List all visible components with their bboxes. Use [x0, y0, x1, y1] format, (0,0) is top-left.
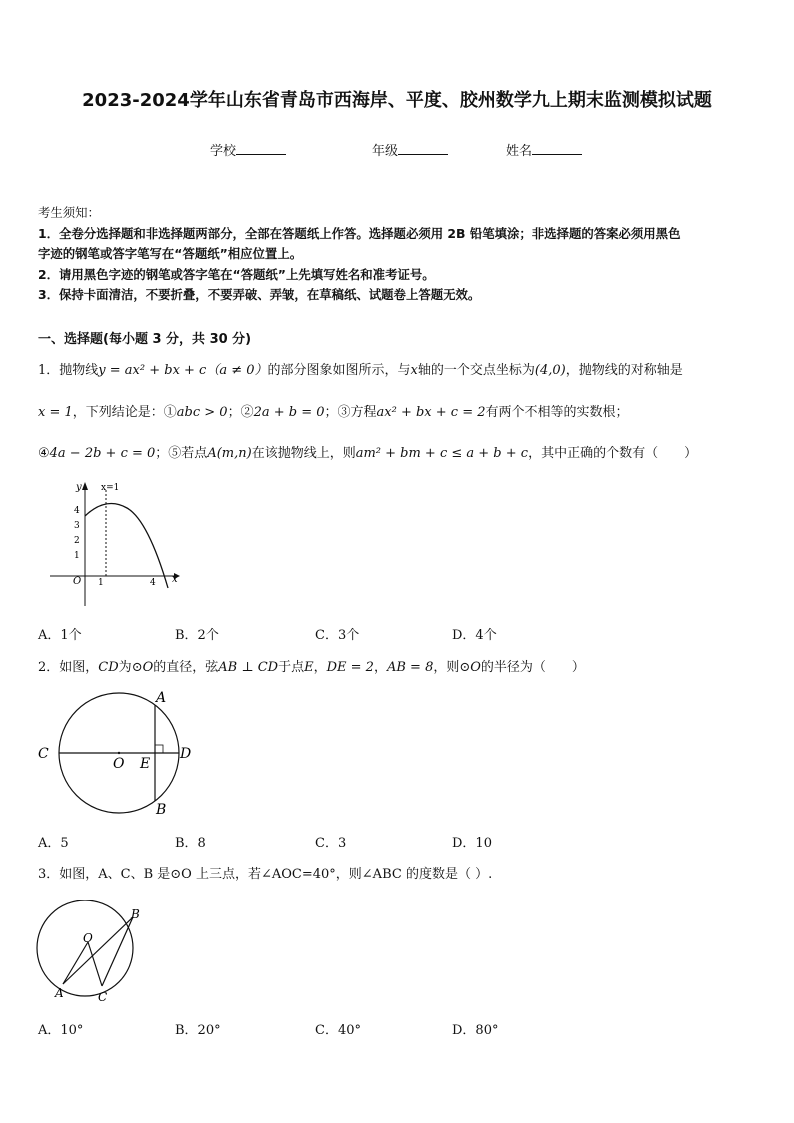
- label-o: O: [113, 756, 125, 772]
- name-label: 姓名: [506, 144, 533, 159]
- y-label: y: [76, 482, 82, 493]
- q2-text: ，: [373, 660, 387, 675]
- q1-option-c[interactable]: C．3个: [315, 628, 360, 643]
- ytick-4: 4: [74, 506, 80, 516]
- q1-option-a[interactable]: A．1个: [38, 628, 82, 643]
- q2-text: 如图，: [59, 660, 99, 675]
- q2-circle-figure: [36, 686, 206, 822]
- q2-number: 2．: [38, 660, 60, 675]
- ytick-1: 1: [74, 551, 80, 561]
- q2-cd: CD: [98, 660, 119, 675]
- ytick-3: 3: [74, 521, 80, 531]
- q2-option-c[interactable]: C．3: [315, 836, 347, 851]
- q2-text: ，: [313, 660, 327, 675]
- label-a: A: [156, 690, 167, 706]
- q3-text: 3．如图，A、C、B 是⊙O 上三点，若∠AOC=40°，则∠ABC 的度数是（ ）.: [38, 867, 493, 882]
- label-c: C: [38, 746, 49, 762]
- q3-option-a[interactable]: A．10°: [38, 1023, 84, 1038]
- page-title: 2023-2024学年山东省青岛市西海岸、平度、胶州数学九上期末监测模拟试题: [82, 90, 712, 111]
- label-a: A: [55, 986, 64, 1000]
- label-o: O: [83, 931, 93, 945]
- q3-option-b[interactable]: B．20°: [175, 1023, 221, 1038]
- label-c: C: [98, 990, 108, 1004]
- label-d: D: [180, 746, 192, 762]
- ytick-2: 2: [74, 536, 80, 546]
- q1-c2: 2a + b = 0: [253, 405, 325, 420]
- label-b: B: [131, 907, 140, 921]
- q2-text: ，则: [433, 660, 460, 675]
- q1-parabola-figure: [44, 476, 194, 616]
- q2-ab: AB ⊥ CD: [218, 660, 279, 675]
- q1-text: ，其中正确的个数有（ ）: [528, 446, 698, 461]
- q1-x: x: [410, 363, 418, 378]
- q1-c5: A(m,n): [207, 446, 252, 461]
- q1-c4: 4a − 2b + c = 0: [49, 446, 156, 461]
- name-blank: [532, 142, 582, 155]
- q1-point: (4,0): [534, 363, 566, 378]
- section-heading: 一、选择题(每小题 3 分，共 30 分): [38, 332, 252, 347]
- q3-option-d[interactable]: D．80°: [452, 1023, 499, 1038]
- tick-4: 4: [150, 578, 156, 588]
- right-angle-mark: [155, 745, 163, 753]
- q1-text: ④: [38, 446, 50, 461]
- segment-cb: [102, 917, 133, 986]
- q1-number: 1．: [38, 363, 60, 378]
- q1-line3: [38, 442, 697, 461]
- q1-line1: [38, 359, 683, 378]
- q1-option-d[interactable]: D．4个: [452, 628, 497, 643]
- q1-text: 在该抛物线上，则: [251, 446, 356, 461]
- notice-heading: 考生须知：: [38, 205, 100, 220]
- q2-de: DE = 2: [326, 660, 374, 675]
- notice-item: 1．全卷分选择题和非选择题两部分，全部在答题纸上作答。选择题必须用 2B 铅笔填涂；非选择题的答案必须用黑色: [38, 225, 681, 241]
- exam-notice: [38, 203, 758, 306]
- notice-item: 2．请用黑色字迹的钢笔或答字笔在“答题纸”上先填写姓名和准考证号。: [38, 266, 435, 282]
- q2-circle: ⊙O: [459, 660, 481, 675]
- q1-text: ，抛物线的对称轴是: [565, 363, 683, 378]
- q1-line2: [38, 401, 629, 420]
- q2-line: [38, 656, 585, 675]
- q1-c1: abc > 0: [176, 405, 228, 420]
- q3-option-c[interactable]: C．40°: [315, 1023, 361, 1038]
- q2-e: E: [304, 660, 314, 675]
- grade-label: 年级: [372, 144, 399, 159]
- grade-field: [372, 140, 448, 159]
- school-field: [210, 140, 286, 159]
- notice-item: 3．保持卡面清洁，不要折叠，不要弄破、弄皱，在草稿纸、试题卷上答题无效。: [38, 287, 481, 302]
- y-arrow: [82, 482, 88, 490]
- label-b: B: [156, 802, 167, 818]
- grade-blank: [398, 142, 448, 155]
- school-blank: [236, 142, 286, 155]
- q2-text: 的半径为（ ）: [480, 660, 585, 675]
- q2-option-b[interactable]: B．8: [175, 836, 206, 851]
- q2-text: 的直径，弦: [153, 660, 219, 675]
- name-field: [506, 140, 582, 159]
- q2-circle: ⊙O: [131, 660, 154, 675]
- q2-option-d[interactable]: D．10: [452, 836, 492, 851]
- q1-axis: x = 1: [38, 405, 73, 420]
- q1-text: ，下列结论是：①: [72, 405, 177, 420]
- q1-option-b[interactable]: B．2个: [175, 628, 219, 643]
- x-label: x: [172, 574, 178, 585]
- notice-item: 字迹的钢笔或答字笔写在“答题纸”相应位置上。: [38, 246, 303, 261]
- q2-text: 于点: [278, 660, 305, 675]
- q2-text: 为: [118, 660, 132, 675]
- q1-c6: am² + bm + c ≤ a + b + c: [355, 446, 529, 461]
- q1-text: ；③方程: [324, 405, 377, 420]
- q2-ab8: AB = 8: [386, 660, 434, 675]
- center-point: [118, 752, 120, 754]
- q1-text: ；⑤若点: [155, 446, 208, 461]
- q1-c3: ax² + bx + c = 2: [376, 405, 486, 420]
- q1-text: 的部分图象如图所示，与: [267, 363, 411, 378]
- label-e: E: [140, 756, 151, 772]
- q3-circle-figure: [30, 900, 150, 1008]
- q1-equation: y = ax² + bx + c（a ≠ 0）: [98, 363, 268, 378]
- axis-label: x=1: [101, 483, 120, 493]
- q1-text: ；②: [227, 405, 254, 420]
- school-label: 学校: [210, 144, 237, 159]
- q1-text: 有两个不相等的实数根；: [485, 405, 629, 420]
- tick-1: 1: [98, 578, 104, 588]
- origin-label: O: [73, 576, 82, 587]
- q2-option-a[interactable]: A．5: [38, 836, 69, 851]
- parabola-curve: [85, 504, 168, 589]
- q1-text: 抛物线: [59, 363, 99, 378]
- q1-text: 轴的一个交点坐标为: [417, 363, 535, 378]
